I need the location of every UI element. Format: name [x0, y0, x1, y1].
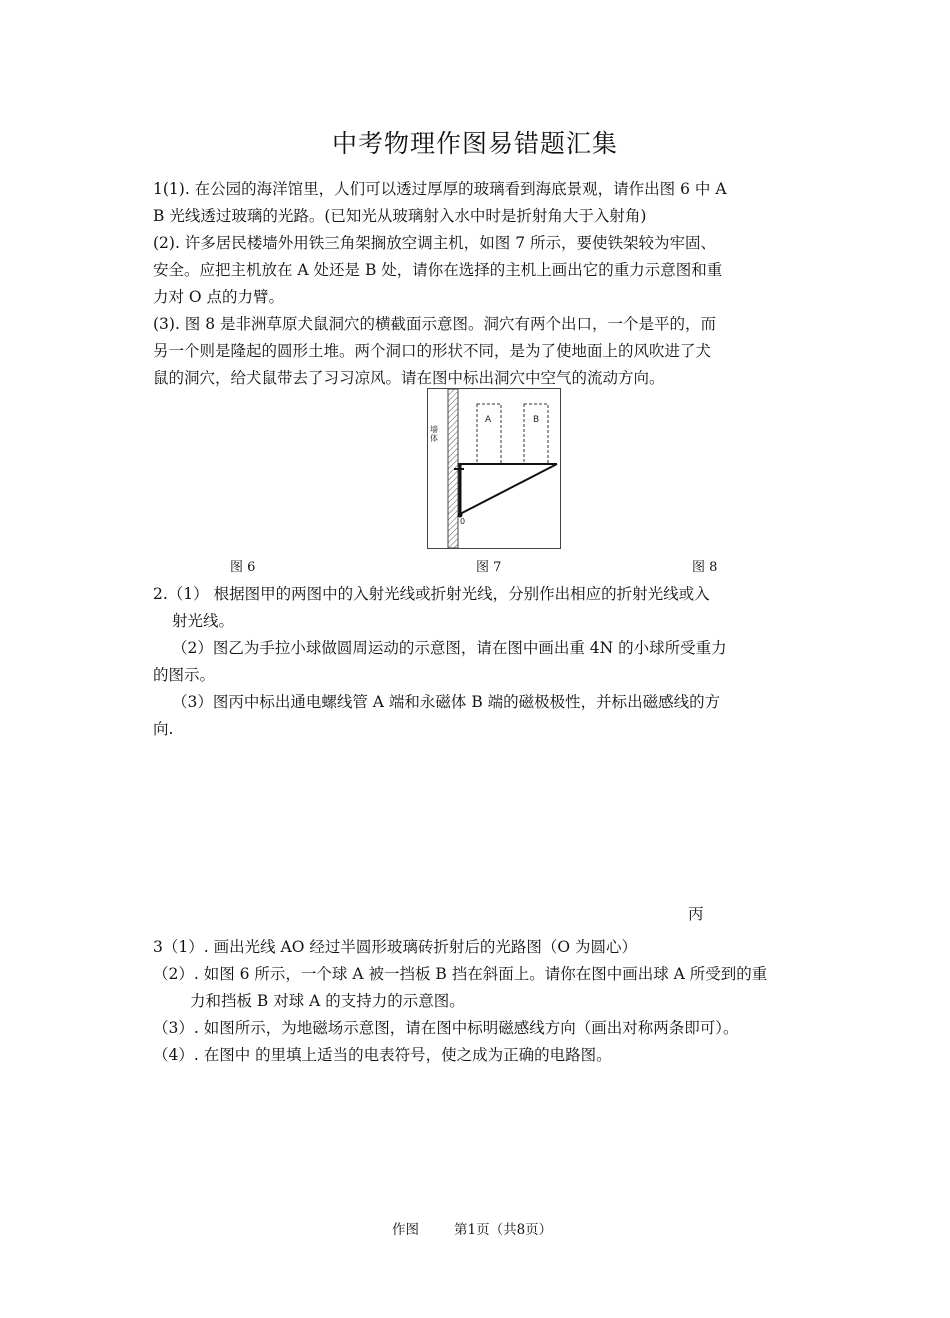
q1-part2-line2: 安全。应把主机放在 A 处还是 B 处，请你在选择的主机上画出它的重力示意图和重: [153, 261, 723, 279]
label-b: B: [533, 415, 540, 425]
figure-7-frame: [428, 389, 561, 549]
q1-part1-line1: 1(1). 在公园的海洋馆里，人们可以透过厚厚的玻璃看到海底景观，请作出图 6 中 A: [153, 180, 727, 198]
q2-part1-line2: 射光线。: [172, 612, 235, 630]
caption-fig7: 图 7: [476, 560, 502, 575]
q2-part3-line1: （3）图丙中标出通电螺线管 A 端和永磁体 B 端的磁极极性，并标出磁感线的方: [172, 693, 721, 711]
caption-fig6: 图 6: [230, 560, 256, 575]
q1-part3-line3: 鼠的洞穴，给犬鼠带去了习习凉风。请在图中标出洞穴中空气的流动方向。: [153, 369, 665, 387]
figure-7-bracket-diagram: [427, 388, 561, 549]
footer-page-number: 第1页（共8页）: [454, 1222, 553, 1238]
page-title: 中考物理作图易错题汇集: [331, 129, 618, 158]
label-a: A: [485, 415, 492, 425]
footer-label: 作图: [392, 1222, 419, 1238]
q3-part1: 3（1）. 画出光线 AO 经过半圆形玻璃砖折射后的光路图（O 为圆心）: [153, 938, 637, 956]
q1-part2-line1: (2). 许多居民楼墙外用铁三角架搁放空调主机，如图 7 所示，要使铁架较为牢固、: [153, 234, 717, 252]
q3-part4: （4）. 在图中 的里填上适当的电表符号，使之成为正确的电路图。: [153, 1046, 612, 1064]
q2-part2-line1: （2）图乙为手拉小球做圆周运动的示意图，请在图中画出重 4N 的小球所受重力: [172, 639, 727, 657]
q2-part1-line1: 2.（1） 根据图甲的两图中的入射光线或折射光线，分别作出相应的折射光线或入: [153, 585, 710, 603]
label-o: 0: [460, 517, 466, 526]
figure-bing-label: 丙: [688, 905, 704, 923]
wall-label-char-2: 体: [430, 434, 438, 443]
q3-part3: （3）. 如图所示，为地磁场示意图，请在图中标明磁感线方向（画出对称两条即可）。: [153, 1019, 739, 1037]
wall-label-char-1: 墙: [430, 425, 438, 434]
q1-part3-line2: 另一个则是隆起的圆形土堆。两个洞口的形状不同，是为了使地面上的风吹进了犬: [153, 342, 712, 360]
q2-part3-line2: 向.: [153, 720, 174, 738]
caption-fig8: 图 8: [692, 560, 718, 575]
bracket-diagonal-bar: [460, 464, 557, 514]
q3-part2-line2: 力和挡板 B 对球 A 的支持力的示意图。: [190, 992, 465, 1010]
unit-a-box: [477, 404, 501, 464]
q1-part1-line2: B 光线透过玻璃的光路。(已知光从玻璃射入水中时是折射角大于入射角): [153, 207, 647, 225]
q1-part3-line1: (3). 图 8 是非洲草原犬鼠洞穴的横截面示意图。洞穴有两个出口，一个是平的，而: [153, 315, 717, 333]
q2-part2-line2: 的图示。: [153, 666, 216, 684]
wall-label: [430, 424, 441, 443]
q1-part2-line3: 力对 O 点的力臂。: [153, 288, 285, 306]
unit-b-box: [524, 404, 548, 464]
q3-part2-line1: （2）. 如图 6 所示，一个球 A 被一挡板 B 挡在斜面上。请你在图中画出球 A 所受到的重: [153, 965, 768, 983]
